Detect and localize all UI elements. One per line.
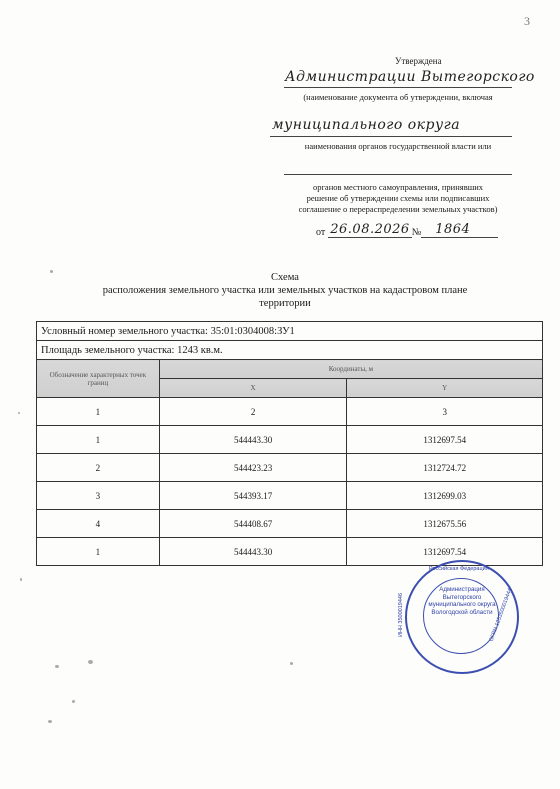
official-stamp	[398, 560, 519, 674]
column-number: 3	[347, 398, 543, 426]
date-prefix: от	[316, 227, 326, 238]
x-value: 544443.30	[159, 426, 347, 454]
y-value: 1312675.56	[347, 510, 543, 538]
scan-speck	[55, 665, 59, 668]
point-label: 2	[37, 454, 160, 482]
table-row	[37, 510, 543, 538]
point-label: 1	[37, 426, 160, 454]
handwritten-district: муниципального округа	[272, 117, 461, 133]
conditional-number: Условный номер земельного участка: 35:01:0304008:ЗУ1	[37, 322, 543, 341]
y-value: 1312724.72	[347, 454, 543, 482]
x-value: 544408.67	[159, 510, 347, 538]
scan-speck	[88, 660, 93, 664]
y-value: 1312699.03	[347, 482, 543, 510]
table-row	[37, 482, 543, 510]
y-value: 1312697.54	[347, 538, 543, 566]
x-value: 544423.23	[159, 454, 347, 482]
plot-area: Площадь земельного участка: 1243 кв.м.	[37, 341, 543, 360]
table-row	[37, 454, 543, 482]
point-label: 1	[37, 538, 160, 566]
point-label: 4	[37, 510, 160, 538]
column-number-row	[37, 398, 543, 426]
column-number: 1	[37, 398, 160, 426]
caption-local-gov-2: решение об утверждении схемы или подписавших	[306, 193, 490, 203]
stamp-ring-right: ОГРН 1253500019444	[488, 587, 514, 643]
caption-document: (наименование документа об утверждении, включая	[303, 92, 493, 102]
coordinates-table	[36, 321, 543, 566]
scheme-subtitle-2: территории	[259, 298, 311, 309]
caption-local-gov-3: соглашение о перераспределении земельных участков)	[298, 204, 498, 214]
handwritten-date: 26.08.2026	[330, 222, 410, 237]
handwritten-authority: Администрации Вытегорского	[285, 69, 535, 85]
table-row	[37, 426, 543, 454]
scheme-title: Схема	[271, 272, 299, 283]
header-points: Обозначение характерных точек границ	[37, 360, 160, 398]
x-value: 544393.17	[159, 482, 347, 510]
signature-line-2	[270, 136, 512, 137]
y-value: 1312697.54	[347, 426, 543, 454]
signature-line-1	[284, 87, 512, 88]
scheme-subtitle-1: расположения земельного участка или земельных участков на кадастровом плане	[102, 285, 468, 296]
number-prefix: №	[411, 227, 422, 238]
scan-speck	[20, 578, 22, 581]
caption-local-gov-1: органов местного самоуправления, принявших	[312, 182, 484, 192]
scan-speck	[72, 700, 75, 703]
scan-speck	[48, 720, 52, 723]
caption-authorities: наименования органов государственной власти или	[304, 141, 492, 151]
header-x: X	[159, 379, 347, 398]
date-number-line	[316, 222, 498, 238]
header-coordinates: Координаты, м	[159, 360, 542, 379]
scan-speck	[50, 270, 53, 273]
page-number: 3	[524, 14, 530, 28]
scan-speck	[290, 662, 293, 665]
x-value: 544443.30	[159, 538, 347, 566]
approved-label: Утверждена	[395, 56, 442, 66]
point-label: 3	[37, 482, 160, 510]
scan-speck	[18, 412, 20, 414]
signature-line-3	[284, 174, 512, 175]
header-y: Y	[347, 379, 543, 398]
column-number: 2	[159, 398, 347, 426]
stamp-center-text: Администрация Вытегорского муниципального округа Вологодской области	[428, 586, 496, 616]
handwritten-number: 1864	[421, 222, 498, 238]
stamp-ring-top: Российская Федерация	[429, 566, 489, 572]
stamp-ring-left: ИНН 3500019446	[398, 592, 405, 638]
